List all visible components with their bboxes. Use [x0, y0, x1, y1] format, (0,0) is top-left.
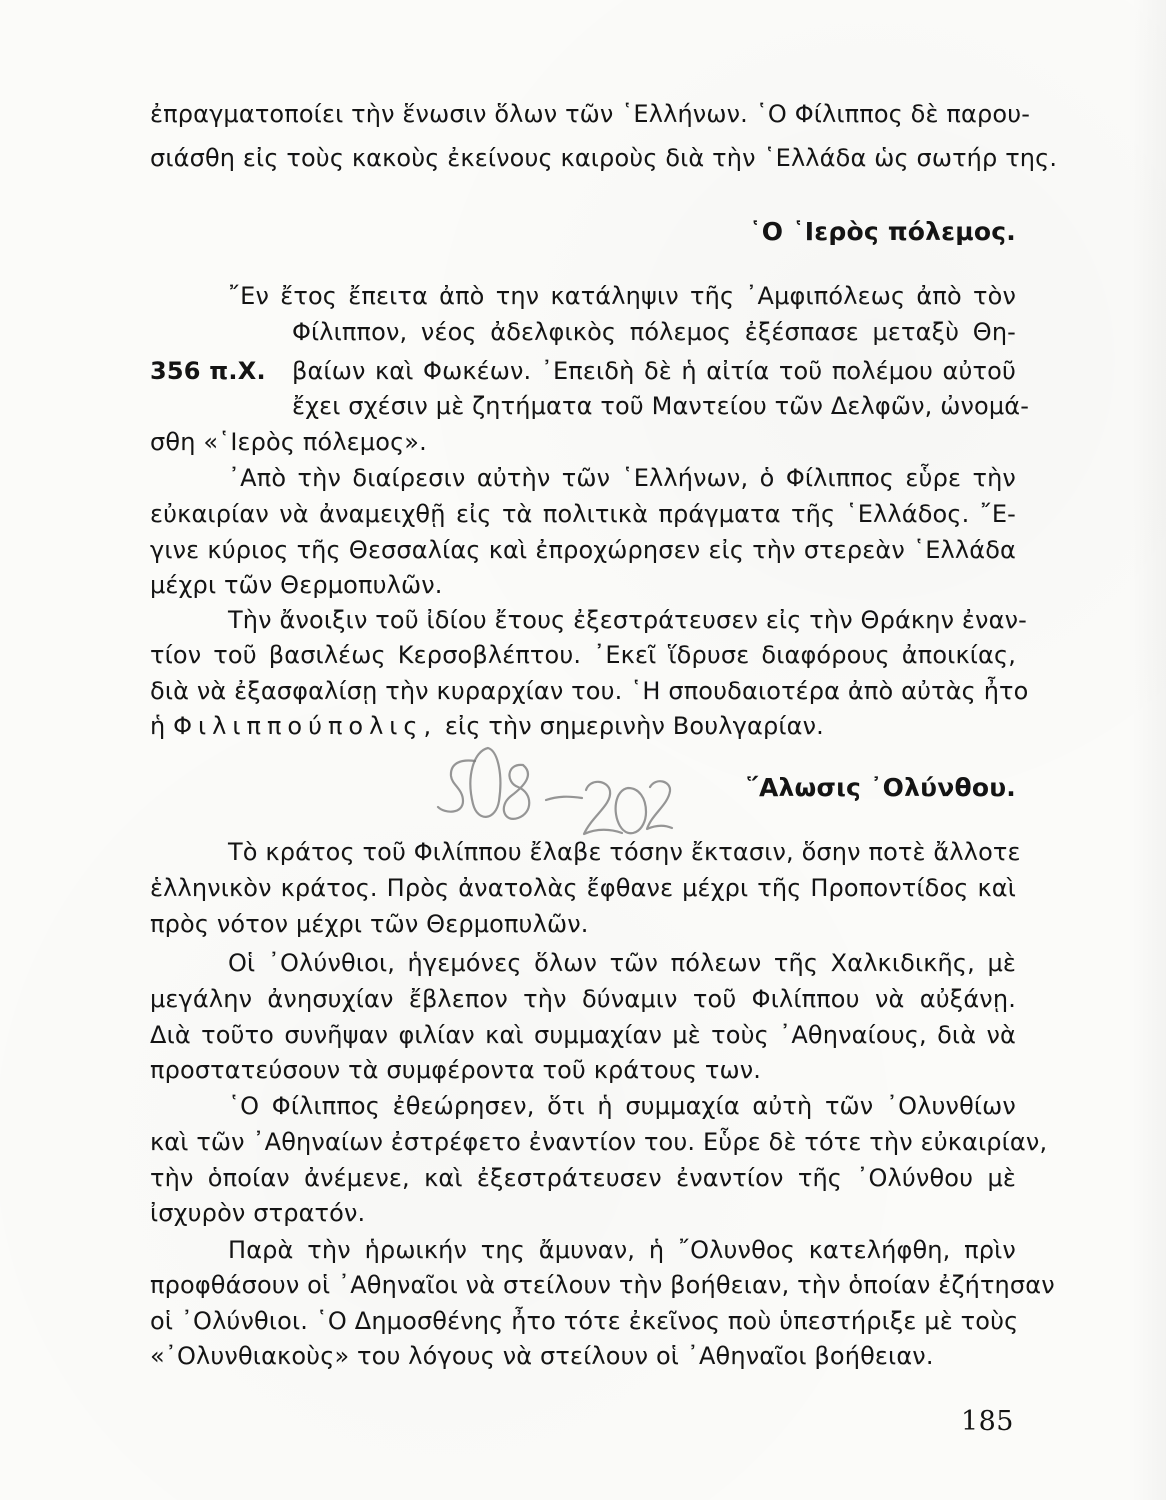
section-heading-holy-war: ῾Ο ῾Ιερὸς πόλεμος.: [749, 217, 1016, 246]
paragraph-8-line-4: «᾿Ολυνθιακοὺς» του λόγους νὰ στείλουν οἱ ᾿Αθηναῖοι βοήθειαν.: [150, 1342, 934, 1370]
paragraph-4-line-2: τίον τοῦ βασιλέως Κερσοβλέπτου. ᾿Εκεῖ ἵδρυσε διαφόρους ἀποικίας,: [150, 641, 1016, 669]
handwritten-pencil-annotation: [432, 718, 672, 858]
paragraph-3-line-4: μέχρι τῶν Θερμοπυλῶν.: [150, 571, 443, 599]
paragraph-1-line-1: ἐπραγματοποίει τὴν ἕνωσιν ὅλων τῶν ῾Ελλήνων. ῾Ο Φίλιππος δὲ παρου-: [150, 100, 1031, 128]
paragraph-8-line-2: προφθάσουν οἱ ᾿Αθηναῖοι νὰ στείλουν τὴν βοήθειαν, τὴν ὁποίαν ἐζήτησαν: [150, 1271, 1055, 1299]
paragraph-4-spaced-place-name: Φιλιππούπολις,: [173, 712, 438, 740]
scan-edge-shadow: [1132, 0, 1166, 1500]
pencil-stroke-0-left: [470, 748, 500, 817]
paragraph-1-line-2: σιάσθη εἰς τοὺς κακοὺς ἐκείνους καιροὺς διὰ τὴν ῾Ελλάδα ὡς σωτήρ της.: [150, 144, 1058, 172]
paragraph-3-line-1: ᾿Απὸ τὴν διαίρεσιν αὐτὴν τῶν ῾Ελλήνων, ὁ Φίλιππος εὗρε τὴν: [228, 464, 1016, 492]
paragraph-6-line-1: Οἱ ᾿Ολύνθιοι, ἡγεμόνες ὅλων τῶν πόλεων τῆς Χαλκιδικῆς, μὲ: [228, 949, 1016, 977]
paragraph-6-line-4: προστατεύσουν τὰ συμφέροντα τοῦ κράτους των.: [150, 1056, 762, 1084]
paragraph-4-last-prefix: ἡ: [150, 712, 166, 740]
paragraph-2-line-5: σθη «῾Ιερὸς πόλεμος».: [150, 428, 427, 456]
paragraph-8-line-1: Παρὰ τὴν ἡρωικήν της ἄμυναν, ἡ ῎Ολυνθος κατελήφθη, πρὶν: [228, 1236, 1016, 1264]
page-number: 185: [960, 1406, 1014, 1437]
paragraph-2-line-2: Φίλιππον, νέος ἀδελφικὸς πόλεμος ἐξέσπασε μεταξὺ Θη-: [292, 318, 1016, 346]
pencil-stroke-dash: [546, 797, 582, 800]
paragraph-6-line-3: Διὰ τοῦτο συνῆψαν φιλίαν καὶ συμμαχίαν μὲ τοὺς ᾿Αθηναίους, διὰ νὰ: [150, 1021, 1016, 1049]
paragraph-8-line-3: οἱ ᾿Ολύνθιοι. ῾Ο Δημοσθένης ἦτο τότε ἐκεῖνος ποὺ ὑπεστήριξε μὲ τοὺς: [150, 1307, 1019, 1335]
paragraph-7-line-3: τὴν ὁποίαν ἀνέμενε, καὶ ἐξεστράτευσεν ἐναντίον τῆς ᾿Ολύνθου μὲ: [150, 1164, 1016, 1192]
paragraph-2-line-3: βαίων καὶ Φωκέων. ᾿Επειδὴ δὲ ἡ αἰτία τοῦ πολέμου αὐτοῦ: [292, 357, 1016, 385]
pencil-stroke-8-left: [504, 765, 529, 819]
margin-date: 356 π.Χ.: [150, 357, 266, 385]
paragraph-7-line-1: ῾Ο Φίλιππος ἐθεώρησεν, ὅτι ἡ συμμαχία αὐτὴ τῶν ᾿Ολυνθίων: [228, 1092, 1016, 1120]
paragraph-4-line-1: Τὴν ἄνοιξιν τοῦ ἰδίου ἔτους ἐξεστράτευσεν εἰς τὴν Θράκην ἐναν-: [228, 606, 1027, 634]
paragraph-4-last-suffix: εἰς τὴν σημερινὴν Βουλγαρίαν.: [444, 712, 824, 740]
paragraph-6-line-2: μεγάλην ἀνησυχίαν ἔβλεπον τὴν δύναμιν τοῦ Φιλίππου νὰ αὐξάνῃ.: [150, 985, 1016, 1013]
pencil-stroke-2-right: [647, 781, 672, 829]
paragraph-7-line-2: καὶ τῶν ᾿Αθηναίων ἐστρέφετο ἐναντίον του. Εὗρε δὲ τότε τὴν εὐκαιρίαν,: [150, 1128, 1048, 1156]
paragraph-4-line-3: διὰ νὰ ἐξασφαλίσῃ τὴν κυραρχίαν του. ῾Η σπουδαιοτέρα ἀπὸ αὐτὰς ἦτο: [150, 677, 1029, 705]
paragraph-3-line-2: εὐκαιρίαν νὰ ἀναμειχθῇ εἰς τὰ πολιτικὰ πράγματα τῆς ῾Ελλάδος. ῎Ε-: [150, 500, 1016, 528]
paragraph-7-line-4: ἰσχυρὸν στρατόν.: [150, 1199, 366, 1227]
paragraph-2-line-1: ῎Εν ἔτος ἔπειτα ἀπὸ την κατάληψιν τῆς ᾿Αμφιπόλεως ἀπὸ τὸν: [228, 282, 1016, 310]
paragraph-5-line-2: ἑλληνικὸν κράτος. Πρὸς ἀνατολὰς ἔφθανε μέχρι τῆς Προποντίδος καὶ: [150, 874, 1016, 902]
paragraph-3-line-3: γινε κύριος τῆς Θεσσαλίας καὶ ἐπροχώρησεν εἰς τὴν στερεὰν ῾Ελλάδα: [150, 536, 1016, 564]
pencil-stroke-0-right: [616, 788, 646, 833]
paragraph-5-line-1: Τὸ κράτος τοῦ Φιλίππου ἔλαβε τόσην ἔκτασιν, ὅσην ποτὲ ἄλλοτε: [228, 838, 1021, 866]
section-heading-capture-of-olynthus: ῞Αλωσις ᾿Ολύνθου.: [746, 773, 1016, 802]
paragraph-5-line-3: πρὸς νότον μέχρι τῶν Θερμοπυλῶν.: [150, 910, 589, 938]
paragraph-2-line-4: ἔχει σχέσιν μὲ ζητήματα τοῦ Μαντείου τῶν Δελφῶν, ὠνομά-: [292, 392, 1030, 420]
